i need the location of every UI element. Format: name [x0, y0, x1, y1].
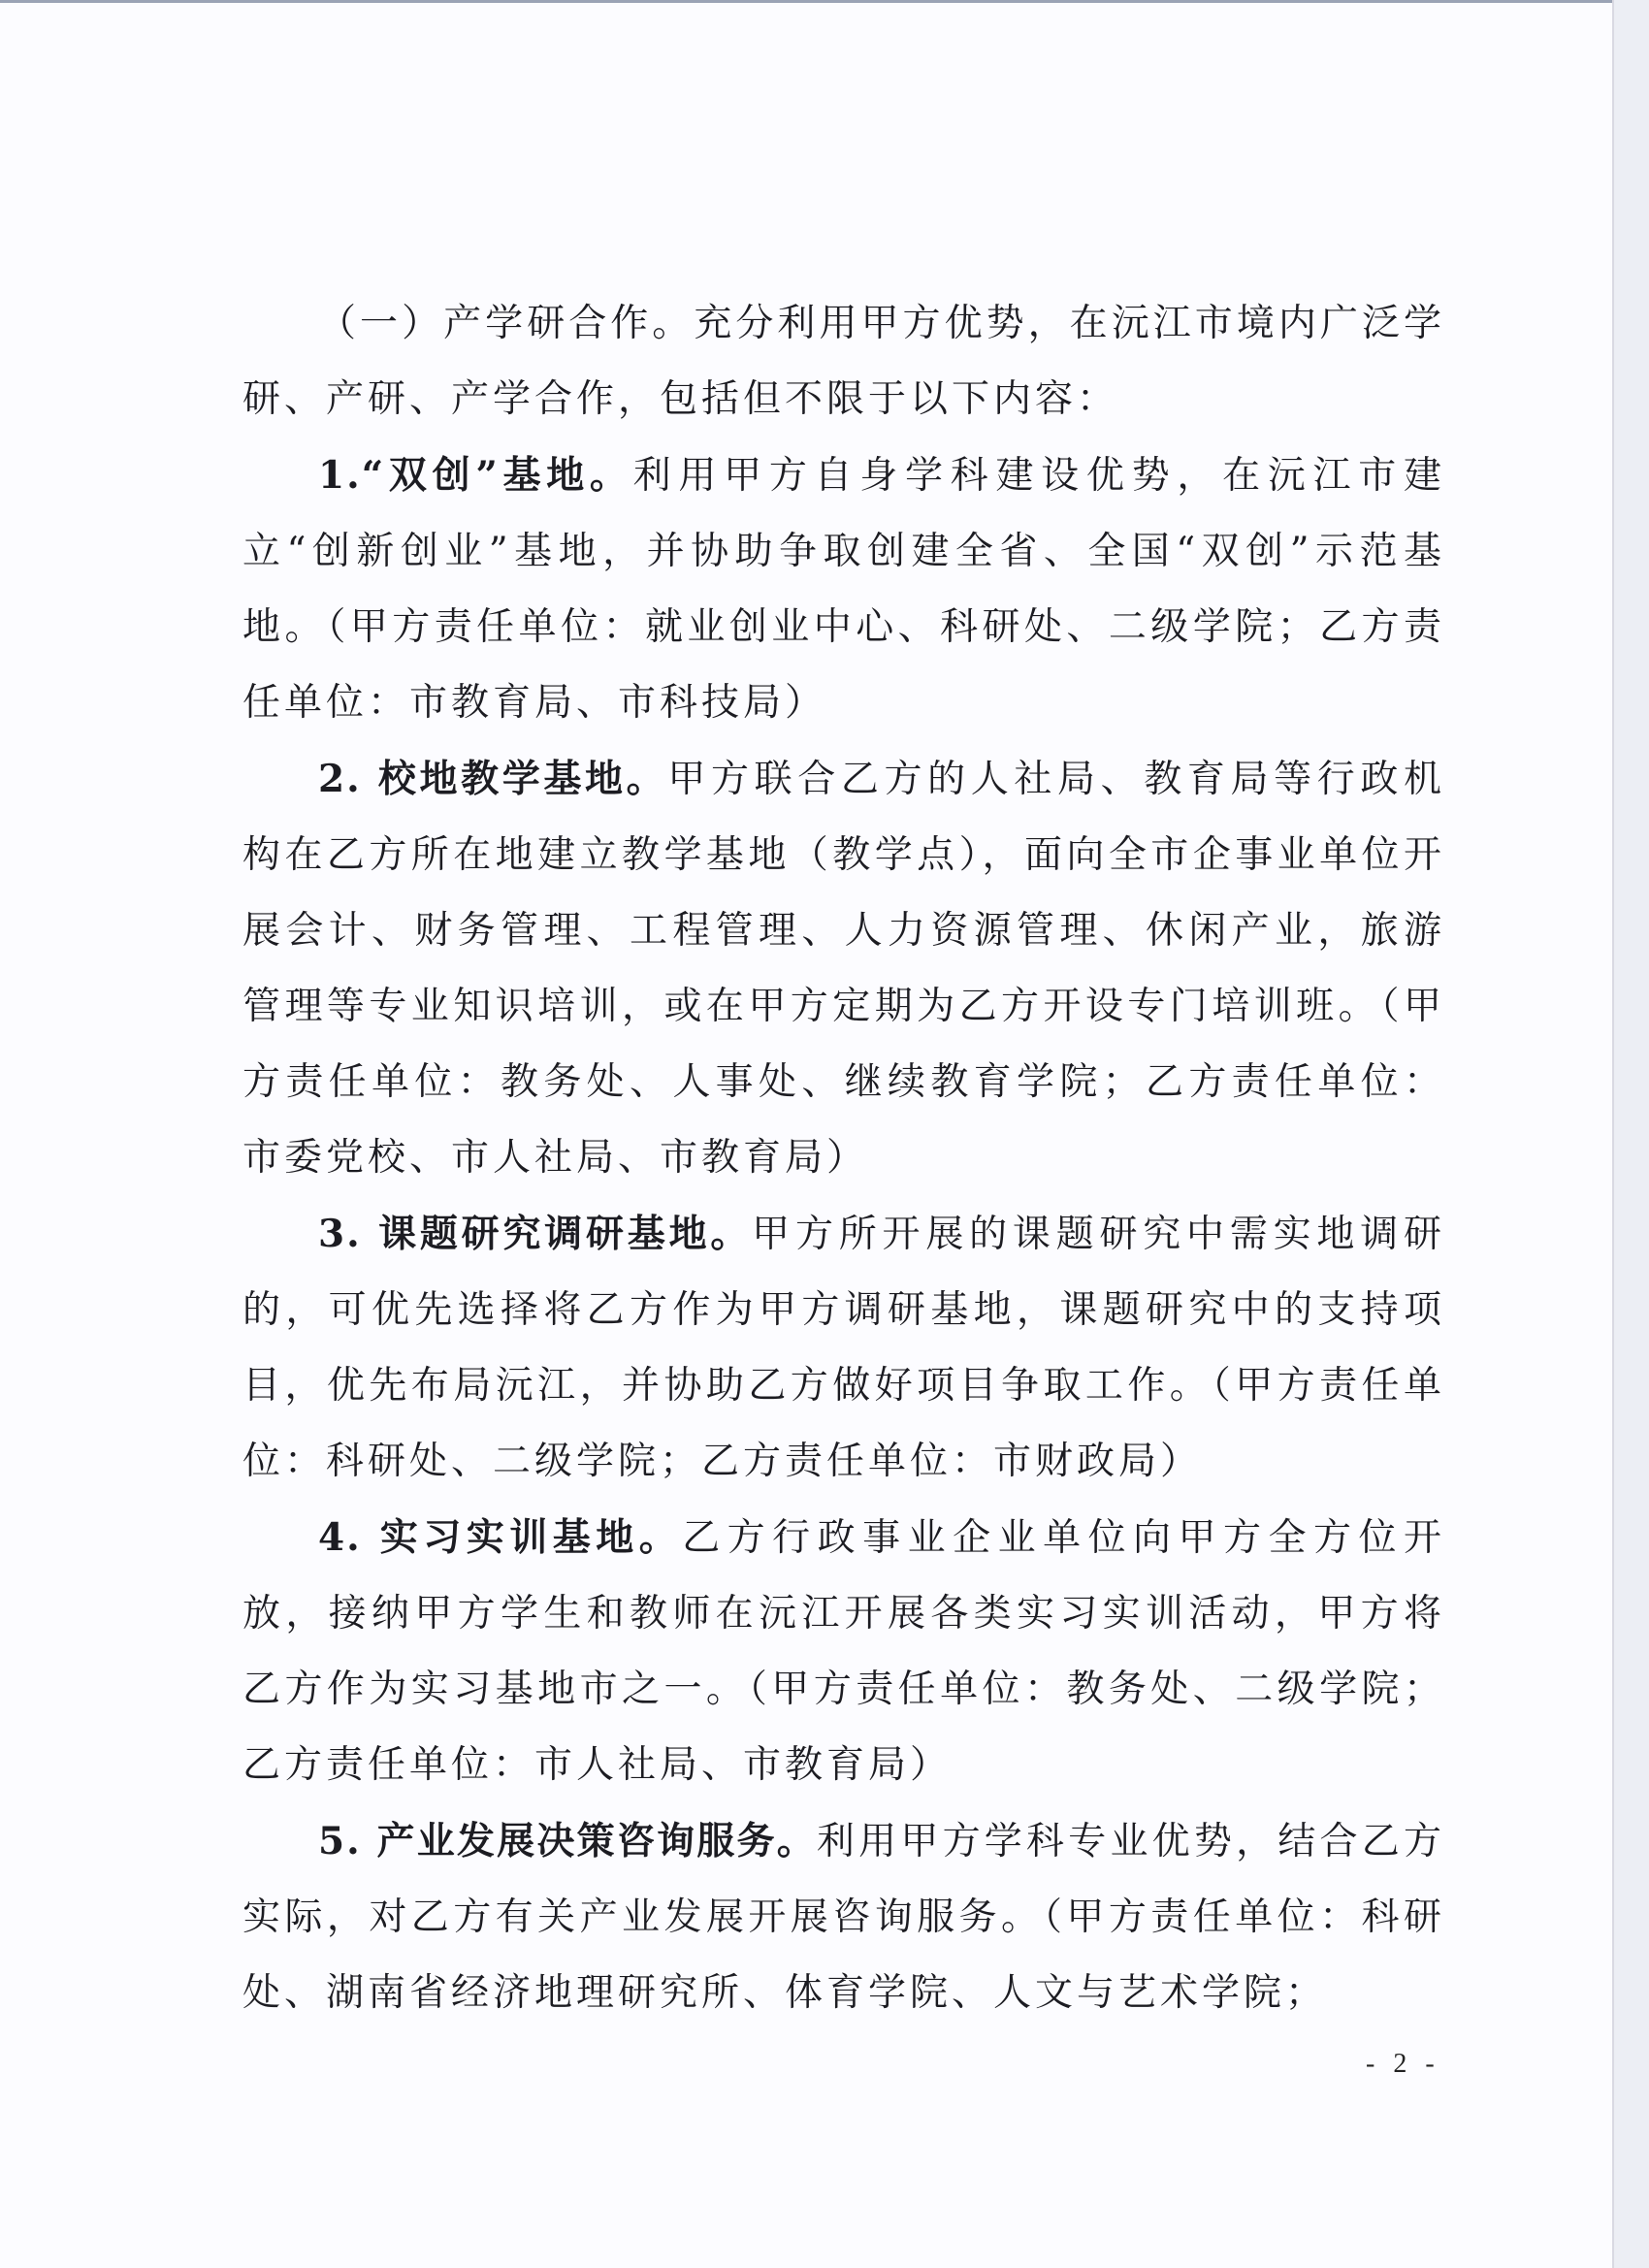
- item-2-paragraph: [242, 741, 1445, 1196]
- item-2-heading: 2. 校地教学基地。: [318, 757, 668, 801]
- item-5-body: 利用甲方学科专业优势，结合乙方实际，对乙方有关产业发展开展咨询服务。（甲方责任单位：科研处、湖南省经济地理研究所、体育学院、人文与艺术学院；: [242, 1820, 1445, 2015]
- item-1-body: 利用甲方自身学科建设优势，在沅江市建立“创新创业”基地，并协助争取创建全省、全国“双创”示范基地。（甲方责任单位：就业创业中心、科研处、二级学院；乙方责任单位：市教育局、市科技局）: [242, 454, 1445, 725]
- item-3-body: 甲方所开展的课题研究中需实地调研的，可优先选择将乙方作为甲方调研基地，课题研究中的支持项目，优先布局沅江，并协助乙方做好项目争取工作。（甲方责任单位：科研处、二级学院；乙方责任单位：市财政局）: [242, 1213, 1445, 1483]
- intro-paragraph: （一）产学研合作。充分利用甲方优势，在沅江市境内广泛学研、产研、产学合作，包括但不限于以下内容：: [242, 302, 1445, 421]
- document-body: [242, 286, 1445, 2031]
- item-4-paragraph: [242, 1500, 1445, 1803]
- item-2-body: 甲方联合乙方的人社局、教育局等行政机构在乙方所在地建立教学基地（教学点），面向全市企事业单位开展会计、财务管理、工程管理、人力资源管理、休闲产业，旅游管理等专业知识培训，或在甲方定期为乙方开设专门培训班。（甲方责任单位：教务处、人事处、继续教育学院；乙方责任单位：市委党校、市人社局、市教育局）: [242, 758, 1445, 1180]
- item-3-heading: 3. 课题研究调研基地。: [318, 1212, 753, 1256]
- item-4-heading: 4. 实习实训基地。: [318, 1515, 683, 1560]
- item-1-heading: 1.“双创”基地。: [318, 453, 633, 498]
- item-1-paragraph: [242, 437, 1445, 741]
- item-3-paragraph: [242, 1196, 1445, 1500]
- item-4-body: 乙方行政事业企业单位向甲方全方位开放，接纳甲方学生和教师在沅江开展各类实习实训活动，甲方将乙方作为实习基地市之一。（甲方责任单位：教务处、二级学院；乙方责任单位：市人社局、市教育局）: [242, 1516, 1445, 1787]
- item-5-paragraph: [242, 1803, 1445, 2031]
- item-5-heading: 5. 产业发展决策咨询服务。: [318, 1819, 817, 1863]
- scan-right-margin: [1614, 0, 1649, 2268]
- scan-top-edge: [0, 0, 1612, 3]
- page-number: - 2 -: [1366, 2049, 1440, 2079]
